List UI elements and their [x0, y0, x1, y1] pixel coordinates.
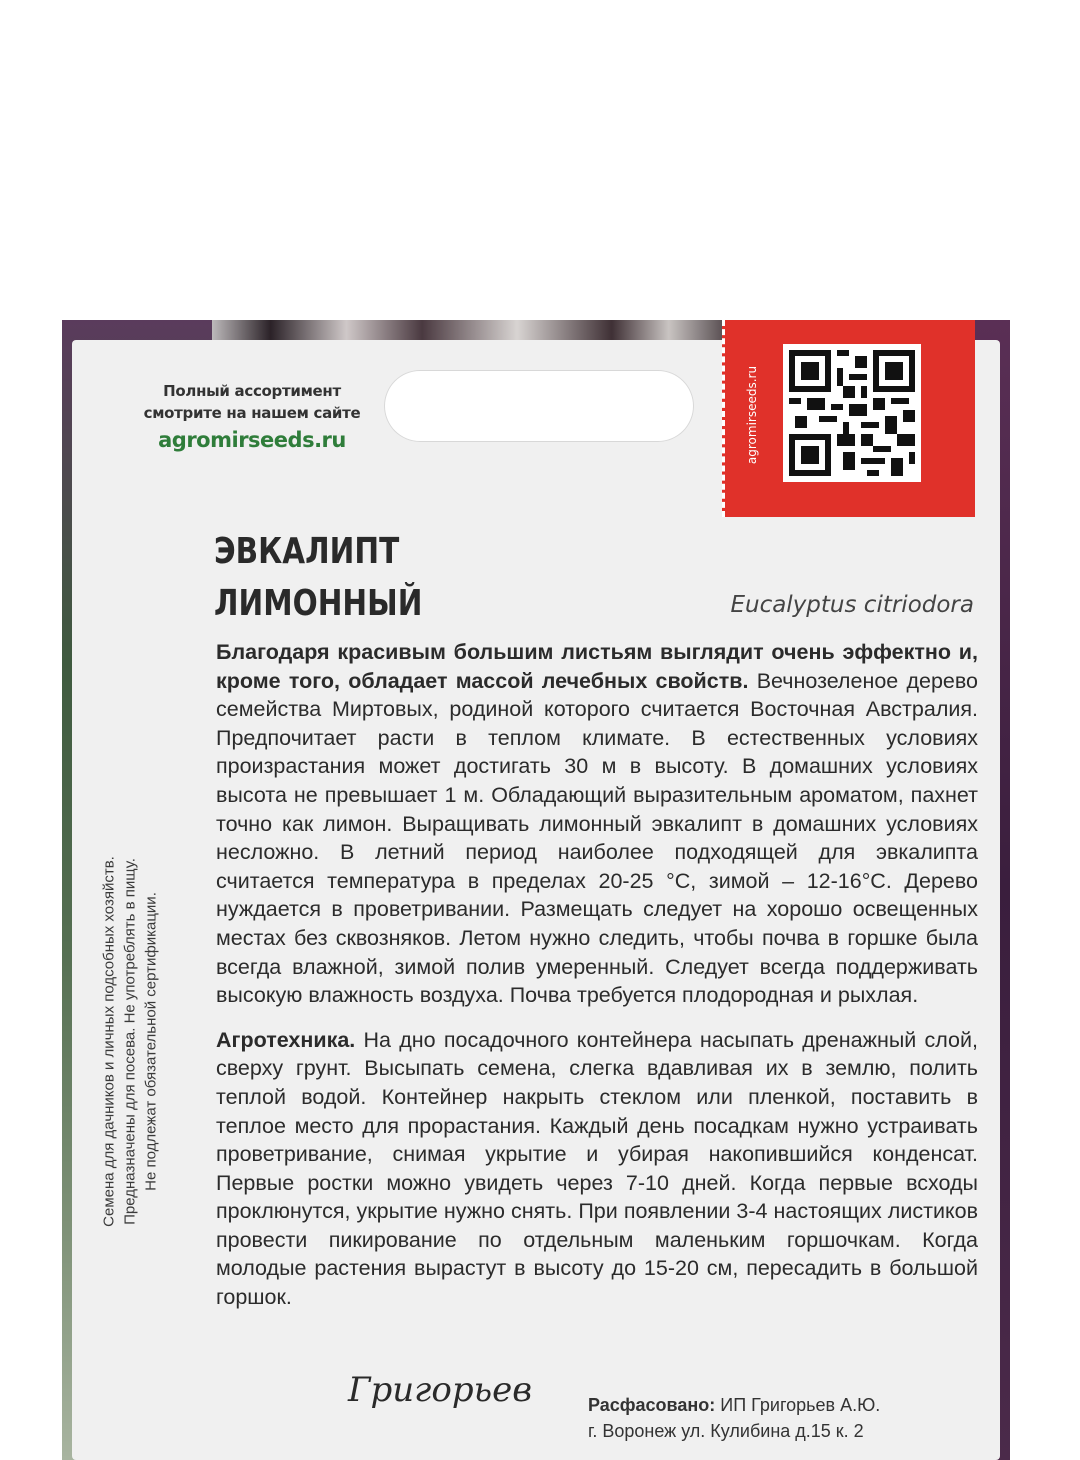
agrotech-text: На дно посадочного контейнера насыпать дренажный слой, сверху грунт. Высыпать семена, слегка вдавливая их в землю, полить теплой водой. Контейнер накрыть стеклом или пленкой, поставить в теплое место для прорастания. Каждый день посадкам нужно устраивать проветривание, снимая укрытие и убирая накопившийся конденсат. Первые ростки можно увидеть через 7-10 дней. Когда первые всходы проклюнутся, укрытие нужно снять. При появлении 3-4 настоящих листиков провести пикирование по отдельным маленьким горшочкам. Когда молодые растения вырастут в высоту до 15-20 см, пересадить в большой горшок.: [216, 1027, 978, 1310]
packed-by-company: ИП Григорьев А.Ю.: [720, 1395, 881, 1415]
description-paragraph: [216, 638, 978, 1010]
qr-panel: [722, 320, 975, 517]
product-title-line-2: ЛИМОННЫЙ: [214, 583, 423, 624]
qr-code-graphic: [789, 350, 915, 476]
description-block: [216, 638, 978, 1328]
seed-packet: [62, 320, 1010, 1460]
packed-by-address: г. Воронеж ул. Кулибина д.15 к. 2: [588, 1421, 864, 1441]
side-note-line-2: Предназначены для посева. Не употреблять в пищу.: [121, 858, 139, 1225]
brand-signature: Григорьев: [348, 1370, 533, 1410]
site-info: [142, 380, 362, 452]
product-title-line-1: ЭВКАЛИПТ: [214, 531, 400, 572]
agrotech-paragraph: [216, 1026, 978, 1312]
side-note-line-3: Не подлежат обязательной сертификации.: [142, 892, 160, 1191]
packed-by-line-1: [588, 1392, 880, 1418]
packed-by-label: Расфасовано:: [588, 1395, 716, 1415]
qr-code-icon[interactable]: [783, 344, 921, 482]
description-lead: Благодаря красивым большим листьям выглядит очень эффектно и, кроме того, обладает массой лечебных свойств.: [216, 640, 978, 693]
side-note: [90, 800, 170, 1300]
qr-side-label: agromirseeds.ru: [745, 365, 759, 465]
packed-by: [588, 1392, 880, 1444]
latin-name: Eucalyptus citriodora: [730, 592, 974, 618]
agrotech-label: Агротехника.: [216, 1027, 356, 1052]
product-title: [214, 526, 422, 630]
site-line-2: смотрите на нашем сайте: [143, 404, 361, 422]
description-text: Вечнозеленое дерево семейства Миртовых, родиной которого считается Восточная Австралия. Предпочитает расти в теплом климате. В естественных условиях произрастания может достигать 30 м в высоту. В домашних условиях высота не превышает 1 м. Обладающий выразительным ароматом, пахнет точно как лимон. Выращивать лимонный эвкалипт в домашних условиях несложно. В летний период наиболее подходящей для эвкалипта считается температура в пределах 20-25 °C, зимой – 12-16°C. Дерево нуждается в проветривании. Размещать следует на хорошо освещенных местах без сквозняков. Летом нужно следить, чтобы почва в горшке была всегда влажной, зимой полив умеренный. Следует всегда поддерживать высокую влажность воздуха. Почва требуется плодородная и рыхлая.: [216, 668, 979, 1008]
site-url[interactable]: agromirseeds.ru: [158, 428, 346, 452]
hang-hole: [384, 370, 694, 442]
qr-side-text: [737, 340, 767, 500]
side-note-text: [99, 792, 162, 1292]
side-note-line-1: Семена для дачников и личных подсобных хозяйств.: [100, 856, 118, 1227]
site-line-1: Полный ассортимент: [163, 382, 341, 400]
